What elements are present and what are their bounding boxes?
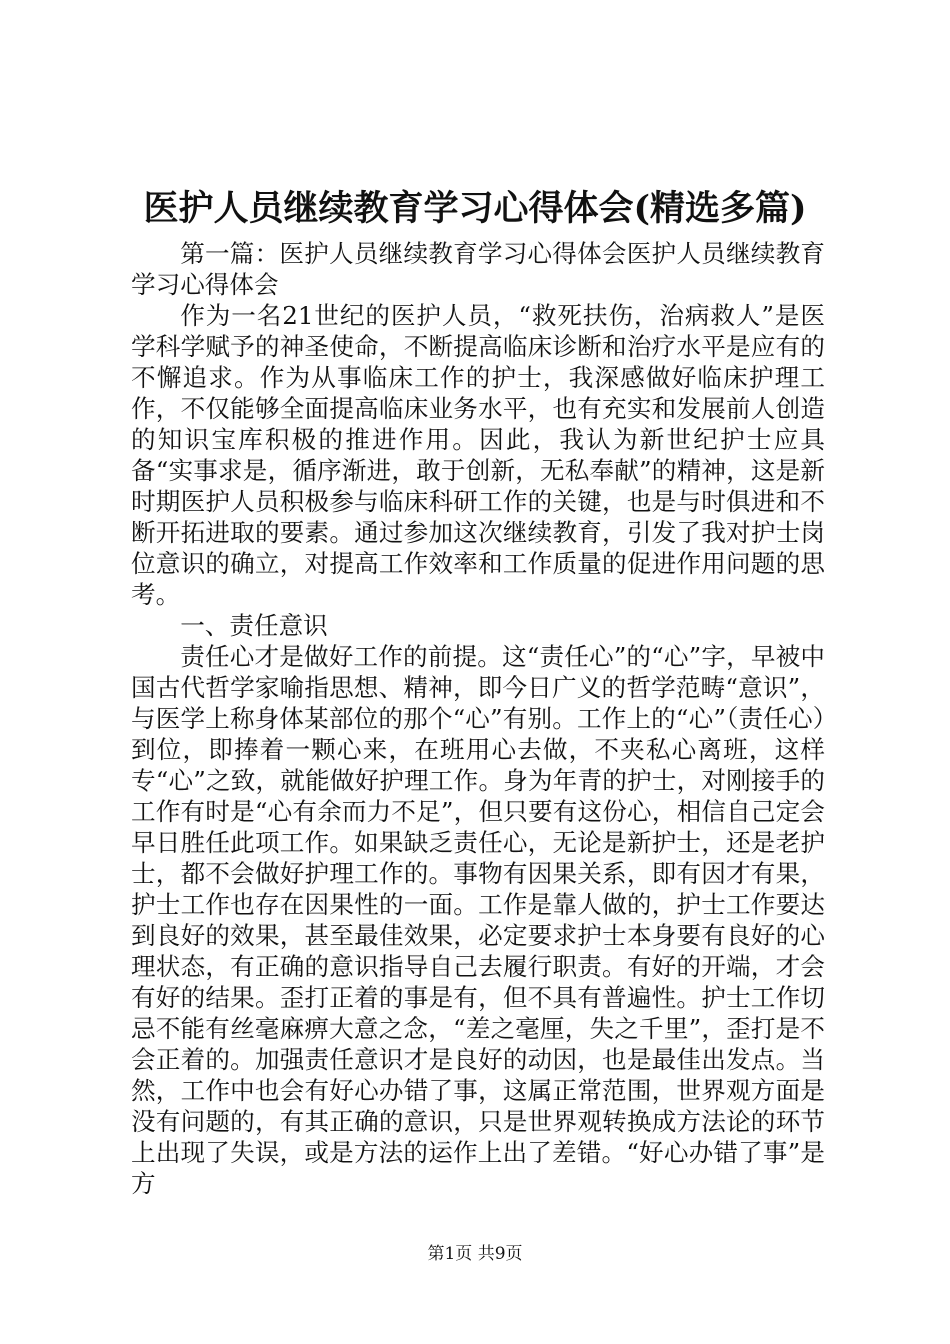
page-number-footer: 第1页 共9页 (427, 1244, 523, 1264)
paragraph-heading-part-one: 第一篇：医护人员继续教育学习心得体会医护人员继续教育学习心得体会 (131, 239, 825, 299)
document-body (131, 238, 825, 1199)
document-title: 医护人员继续教育学习心得体会(精选多篇) (143, 188, 807, 229)
paragraph-responsibility: 责任心才是做好工作的前提。这“责任心”的“心”字，早被中国古代哲学家喻指思想、精神，即今日广义的哲学范畴“意识”，与医学上称身体某部位的那个“心”有别。工作上的“心”（责任心）到位，即捧着一颗心来，在班用心去做，不夹私心离班，这样专“心”之致，就能做好护理工作。身为年青的护士，对刚接手的工作有时是“心有余而力不足”，但只要有这份心，相信自己定会早日胜任此项工作。如果缺乏责任心，无论是新护士，还是老护士，都不会做好护理工作的。事物有因果关系，即有因才有果，护士工作也存在因果性的一面。工作是靠人做的，护士工作要达到良好的效果，甚至最佳效果，必定要求护士本身要有良好的心理状态，有正确的意识指导自己去履行职责。有好的开端，才会有好的结果。歪打正着的事是有，但不具有普遍性。护士工作切忌不能有丝毫麻痹大意之念，“差之毫厘，失之千里”，歪打是不会正着的。加强责任意识才是良好的动因，也是最佳出发点。当然，工作中也会有好心办错了事，这属正常范围，世界观方面是没有问题的，有其正确的意识，只是世界观转换成方法论的环节上出现了失误，或是方法的运作上出了差错。“好心办错了事”是方 (131, 642, 825, 1198)
paragraph-introduction: 作为一名21世纪的医护人员，“救死扶伤，治病救人”是医学科学赋予的神圣使命，不断提高临床诊断和治疗水平是应有的不懈追求。作为从事临床工作的护士，我深感做好临床护理工作，不仅能够全面提高临床业务水平，也有充实和发展前人创造的知识宝库积极的推进作用。因此，我认为新世纪护士应具备“实事求是，循序渐进，敢于创新，无私奉献”的精神，这是新时期医护人员积极参与临床科研工作的关键，也是与时俱进和不断开拓进取的要素。通过参加这次继续教育，引发了我对护士岗位意识的确立，对提高工作效率和工作质量的促进作用问题的思考。 (131, 301, 825, 609)
section-heading-responsibility: 一、责任意识 (180, 611, 328, 640)
